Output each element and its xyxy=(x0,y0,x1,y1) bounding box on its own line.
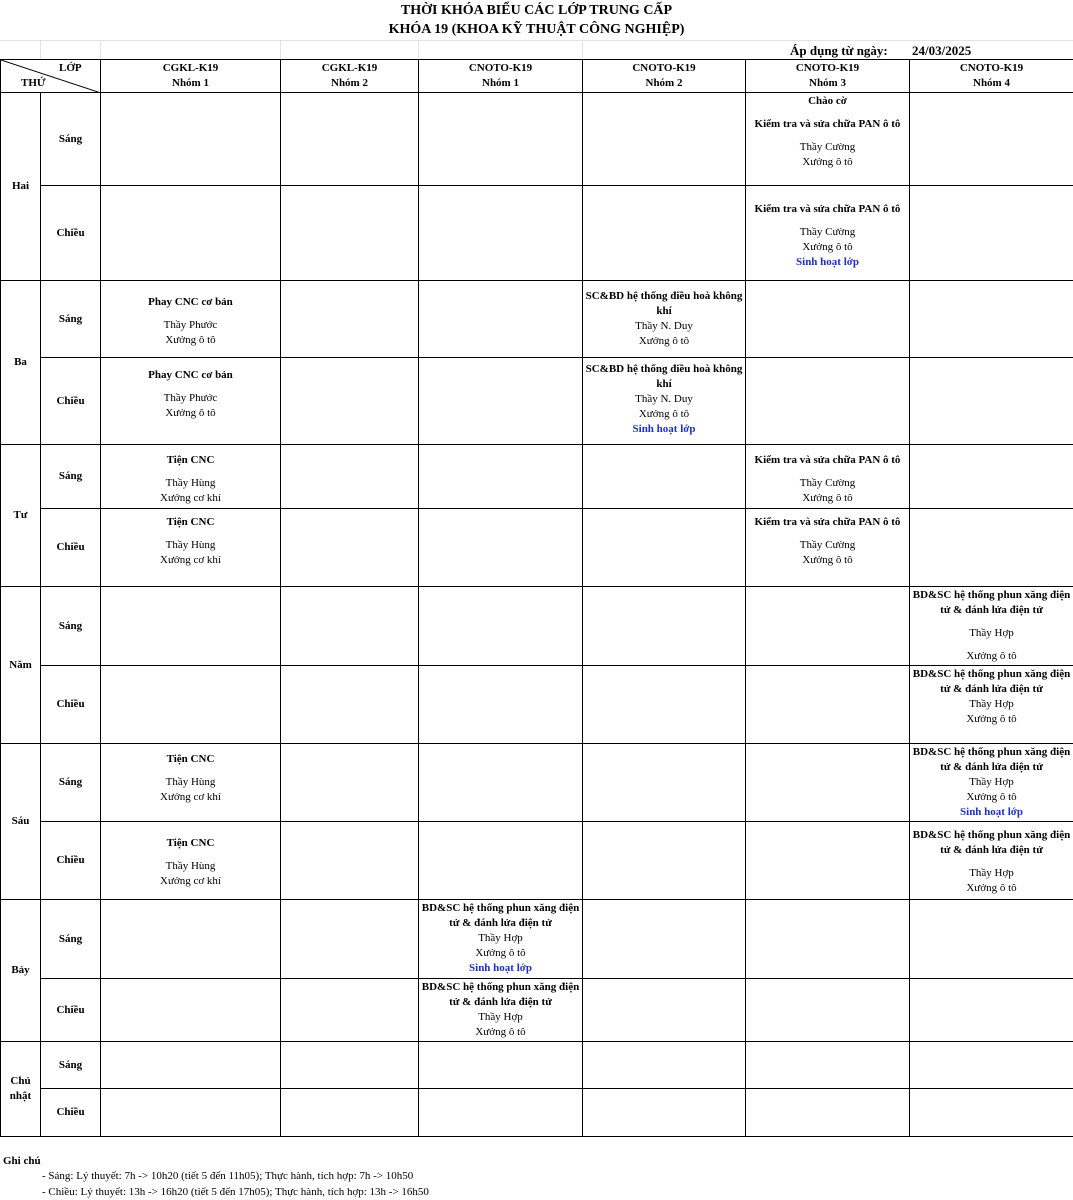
schedule-cell xyxy=(746,979,910,1042)
schedule-cell xyxy=(910,1089,1073,1137)
schedule-cell xyxy=(583,900,746,979)
schedule-cell xyxy=(101,666,281,744)
session-label: Chiều xyxy=(41,822,101,900)
schedule-cell xyxy=(746,666,910,744)
timetable xyxy=(0,59,1073,1137)
session-label: Sáng xyxy=(41,281,101,358)
schedule-cell: BD&SC hệ thống phun xăng điện tử & đánh lửa điện tử Thầy Hợp Xưởng ô tô Sinh hoạt lớp xyxy=(910,744,1073,822)
schedule-cell xyxy=(101,979,281,1042)
schedule-cell xyxy=(419,666,583,744)
class-header: CGKL-K19 Nhóm 2 xyxy=(281,60,419,93)
session-label: Sáng xyxy=(41,900,101,979)
schedule-cell: Phay CNC cơ bản Thầy Phước Xưởng ô tô xyxy=(101,358,281,445)
schedule-cell xyxy=(910,979,1073,1042)
grid-line xyxy=(418,40,419,59)
day-label: Tư xyxy=(1,445,41,587)
schedule-cell xyxy=(101,1089,281,1137)
day-label: Bảy xyxy=(1,900,41,1042)
schedule-cell xyxy=(419,744,583,822)
schedule-cell: BD&SC hệ thống phun xăng điện tử & đánh lửa điện tử Thầy Hợp Xưởng ô tô xyxy=(910,587,1073,666)
schedule-cell xyxy=(583,979,746,1042)
table-row xyxy=(1,1042,1073,1089)
schedule-cell xyxy=(419,93,583,186)
session-label: Sáng xyxy=(41,587,101,666)
class-header: CNOTO-K19 Nhóm 2 xyxy=(583,60,746,93)
schedule-cell xyxy=(281,900,419,979)
session-label: Chiều xyxy=(41,1089,101,1137)
schedule-cell xyxy=(746,1089,910,1137)
session-label: Chiều xyxy=(41,186,101,281)
table-row xyxy=(1,1089,1073,1137)
grid-line xyxy=(0,40,1073,41)
schedule-cell xyxy=(583,587,746,666)
schedule-cell xyxy=(101,1042,281,1089)
schedule-cell xyxy=(419,1089,583,1137)
grid-line xyxy=(582,40,583,59)
class-header: CNOTO-K19 Nhóm 4 xyxy=(910,60,1073,93)
schedule-cell xyxy=(746,822,910,900)
day-label: Hai xyxy=(1,93,41,281)
table-row xyxy=(1,93,1073,186)
schedule-cell xyxy=(101,93,281,186)
schedule-cell xyxy=(583,445,746,509)
table-row xyxy=(1,666,1073,744)
schedule-cell xyxy=(583,822,746,900)
schedule-cell xyxy=(419,1042,583,1089)
schedule-cell: BD&SC hệ thống phun xăng điện tử & đánh lửa điện tử Thầy Hợp Xưởng ô tô xyxy=(910,666,1073,744)
schedule-cell xyxy=(419,281,583,358)
schedule-cell xyxy=(746,587,910,666)
schedule-cell: BD&SC hệ thống phun xăng điện tử & đánh lửa điện tử Thầy Hợp Xưởng ô tô xyxy=(910,822,1073,900)
schedule-cell xyxy=(281,358,419,445)
schedule-cell: Tiện CNC Thầy Hùng Xưởng cơ khí xyxy=(101,509,281,587)
schedule-cell xyxy=(281,509,419,587)
table-row xyxy=(1,822,1073,900)
schedule-cell: Chào cờ Kiểm tra và sửa chữa PAN ô tô Thầy Cường Xưởng ô tô xyxy=(746,93,910,186)
schedule-cell xyxy=(583,666,746,744)
schedule-cell xyxy=(101,587,281,666)
schedule-cell xyxy=(910,281,1073,358)
schedule-cell xyxy=(281,445,419,509)
schedule-cell xyxy=(746,281,910,358)
schedule-cell xyxy=(910,445,1073,509)
schedule-cell: Tiện CNC Thầy Hùng Xưởng cơ khí xyxy=(101,445,281,509)
schedule-cell xyxy=(419,358,583,445)
class-header: CNOTO-K19 Nhóm 1 xyxy=(419,60,583,93)
session-label: Sáng xyxy=(41,93,101,186)
schedule-cell: Tiện CNC Thầy Hùng Xưởng cơ khí xyxy=(101,744,281,822)
corner-thu-label: THỨ xyxy=(21,77,46,89)
class-header: CNOTO-K19 Nhóm 3 xyxy=(746,60,910,93)
session-label: Sáng xyxy=(41,1042,101,1089)
session-label: Sáng xyxy=(41,744,101,822)
schedule-cell: BD&SC hệ thống phun xăng điện tử & đánh lửa điện tử Thầy Hợp Xưởng ô tô Sinh hoạt lớp xyxy=(419,900,583,979)
schedule-cell xyxy=(583,744,746,822)
schedule-cell xyxy=(583,509,746,587)
table-row xyxy=(1,587,1073,666)
page-title: THỜI KHÓA BIỂU CÁC LỚP TRUNG CẤP xyxy=(400,3,673,18)
session-label: Chiều xyxy=(41,358,101,445)
schedule-cell: Tiện CNC Thầy Hùng Xưởng cơ khí xyxy=(101,822,281,900)
schedule-cell xyxy=(281,281,419,358)
schedule-cell xyxy=(910,358,1073,445)
schedule-cell xyxy=(746,744,910,822)
corner-lop-label: LỚP xyxy=(59,62,82,74)
schedule-cell xyxy=(419,509,583,587)
note-afternoon: - Chiều: Lý thuyết: 13h -> 16h20 (tiết 5 đến 17h05); Thực hành, tích hợp: 13h -> 16h50 xyxy=(42,1186,429,1198)
session-label: Chiều xyxy=(41,509,101,587)
schedule-cell: Kiểm tra và sửa chữa PAN ô tô Thầy Cường Xưởng ô tô xyxy=(746,509,910,587)
grid-line xyxy=(40,40,41,59)
notes-label: Ghi chú xyxy=(3,1155,41,1167)
table-row xyxy=(1,509,1073,587)
table-row xyxy=(1,186,1073,281)
schedule-cell xyxy=(746,900,910,979)
schedule-cell xyxy=(101,900,281,979)
schedule-cell xyxy=(910,186,1073,281)
session-label: Chiều xyxy=(41,979,101,1042)
schedule-cell xyxy=(281,979,419,1042)
schedule-cell xyxy=(281,587,419,666)
schedule-cell xyxy=(281,1042,419,1089)
diagonal-line xyxy=(1,60,101,93)
corner-cell xyxy=(1,60,101,93)
schedule-cell xyxy=(281,93,419,186)
schedule-cell xyxy=(583,1042,746,1089)
apply-date-label: Áp dụng từ ngày: xyxy=(790,43,888,58)
schedule-cell xyxy=(419,822,583,900)
class-header: CGKL-K19 Nhóm 1 xyxy=(101,60,281,93)
schedule-cell xyxy=(910,509,1073,587)
day-label: Chủ nhật xyxy=(1,1042,41,1137)
table-row xyxy=(1,281,1073,358)
apply-date-value: 24/03/2025 xyxy=(912,43,972,58)
grid-line xyxy=(100,40,101,59)
header-row xyxy=(1,60,1073,93)
schedule-cell xyxy=(281,666,419,744)
page-subtitle: KHÓA 19 (KHOA KỸ THUẬT CÔNG NGHIỆP) xyxy=(388,22,685,37)
schedule-cell xyxy=(910,93,1073,186)
schedule-cell xyxy=(419,186,583,281)
schedule-cell: Kiểm tra và sửa chữa PAN ô tô Thầy Cường Xưởng ô tô Sinh hoạt lớp xyxy=(746,186,910,281)
table-row xyxy=(1,979,1073,1042)
day-label: Sáu xyxy=(1,744,41,900)
schedule-cell xyxy=(910,900,1073,979)
schedule-cell xyxy=(746,358,910,445)
table-row xyxy=(1,358,1073,445)
table-row xyxy=(1,900,1073,979)
schedule-cell: BD&SC hệ thống phun xăng điện tử & đánh lửa điện tử Thầy Hợp Xưởng ô tô xyxy=(419,979,583,1042)
schedule-cell xyxy=(583,93,746,186)
table-row xyxy=(1,445,1073,509)
schedule-cell xyxy=(281,744,419,822)
grid-line xyxy=(280,40,281,59)
schedule-cell xyxy=(583,1089,746,1137)
day-label: Năm xyxy=(1,587,41,744)
schedule-cell xyxy=(281,186,419,281)
schedule-cell xyxy=(101,186,281,281)
schedule-cell: SC&BD hệ thống điều hoà không khí Thầy N. Duy Xưởng ô tô xyxy=(583,281,746,358)
session-label: Sáng xyxy=(41,445,101,509)
schedule-cell xyxy=(910,1042,1073,1089)
schedule-cell xyxy=(281,1089,419,1137)
schedule-cell xyxy=(419,587,583,666)
table-row xyxy=(1,744,1073,822)
session-label: Chiều xyxy=(41,666,101,744)
schedule-cell xyxy=(583,186,746,281)
schedule-cell: Kiểm tra và sửa chữa PAN ô tô Thầy Cường Xưởng ô tô xyxy=(746,445,910,509)
schedule-cell: Phay CNC cơ bản Thầy Phước Xưởng ô tô xyxy=(101,281,281,358)
schedule-cell xyxy=(419,445,583,509)
schedule-cell xyxy=(746,1042,910,1089)
schedule-cell xyxy=(281,822,419,900)
note-morning: - Sáng: Lý thuyết: 7h -> 10h20 (tiết 5 đến 11h05); Thực hành, tích hợp: 7h -> 10h50 xyxy=(42,1170,414,1182)
schedule-cell: SC&BD hệ thống điều hoà không khí Thầy N. Duy Xưởng ô tô Sinh hoạt lớp xyxy=(583,358,746,445)
day-label: Ba xyxy=(1,281,41,445)
